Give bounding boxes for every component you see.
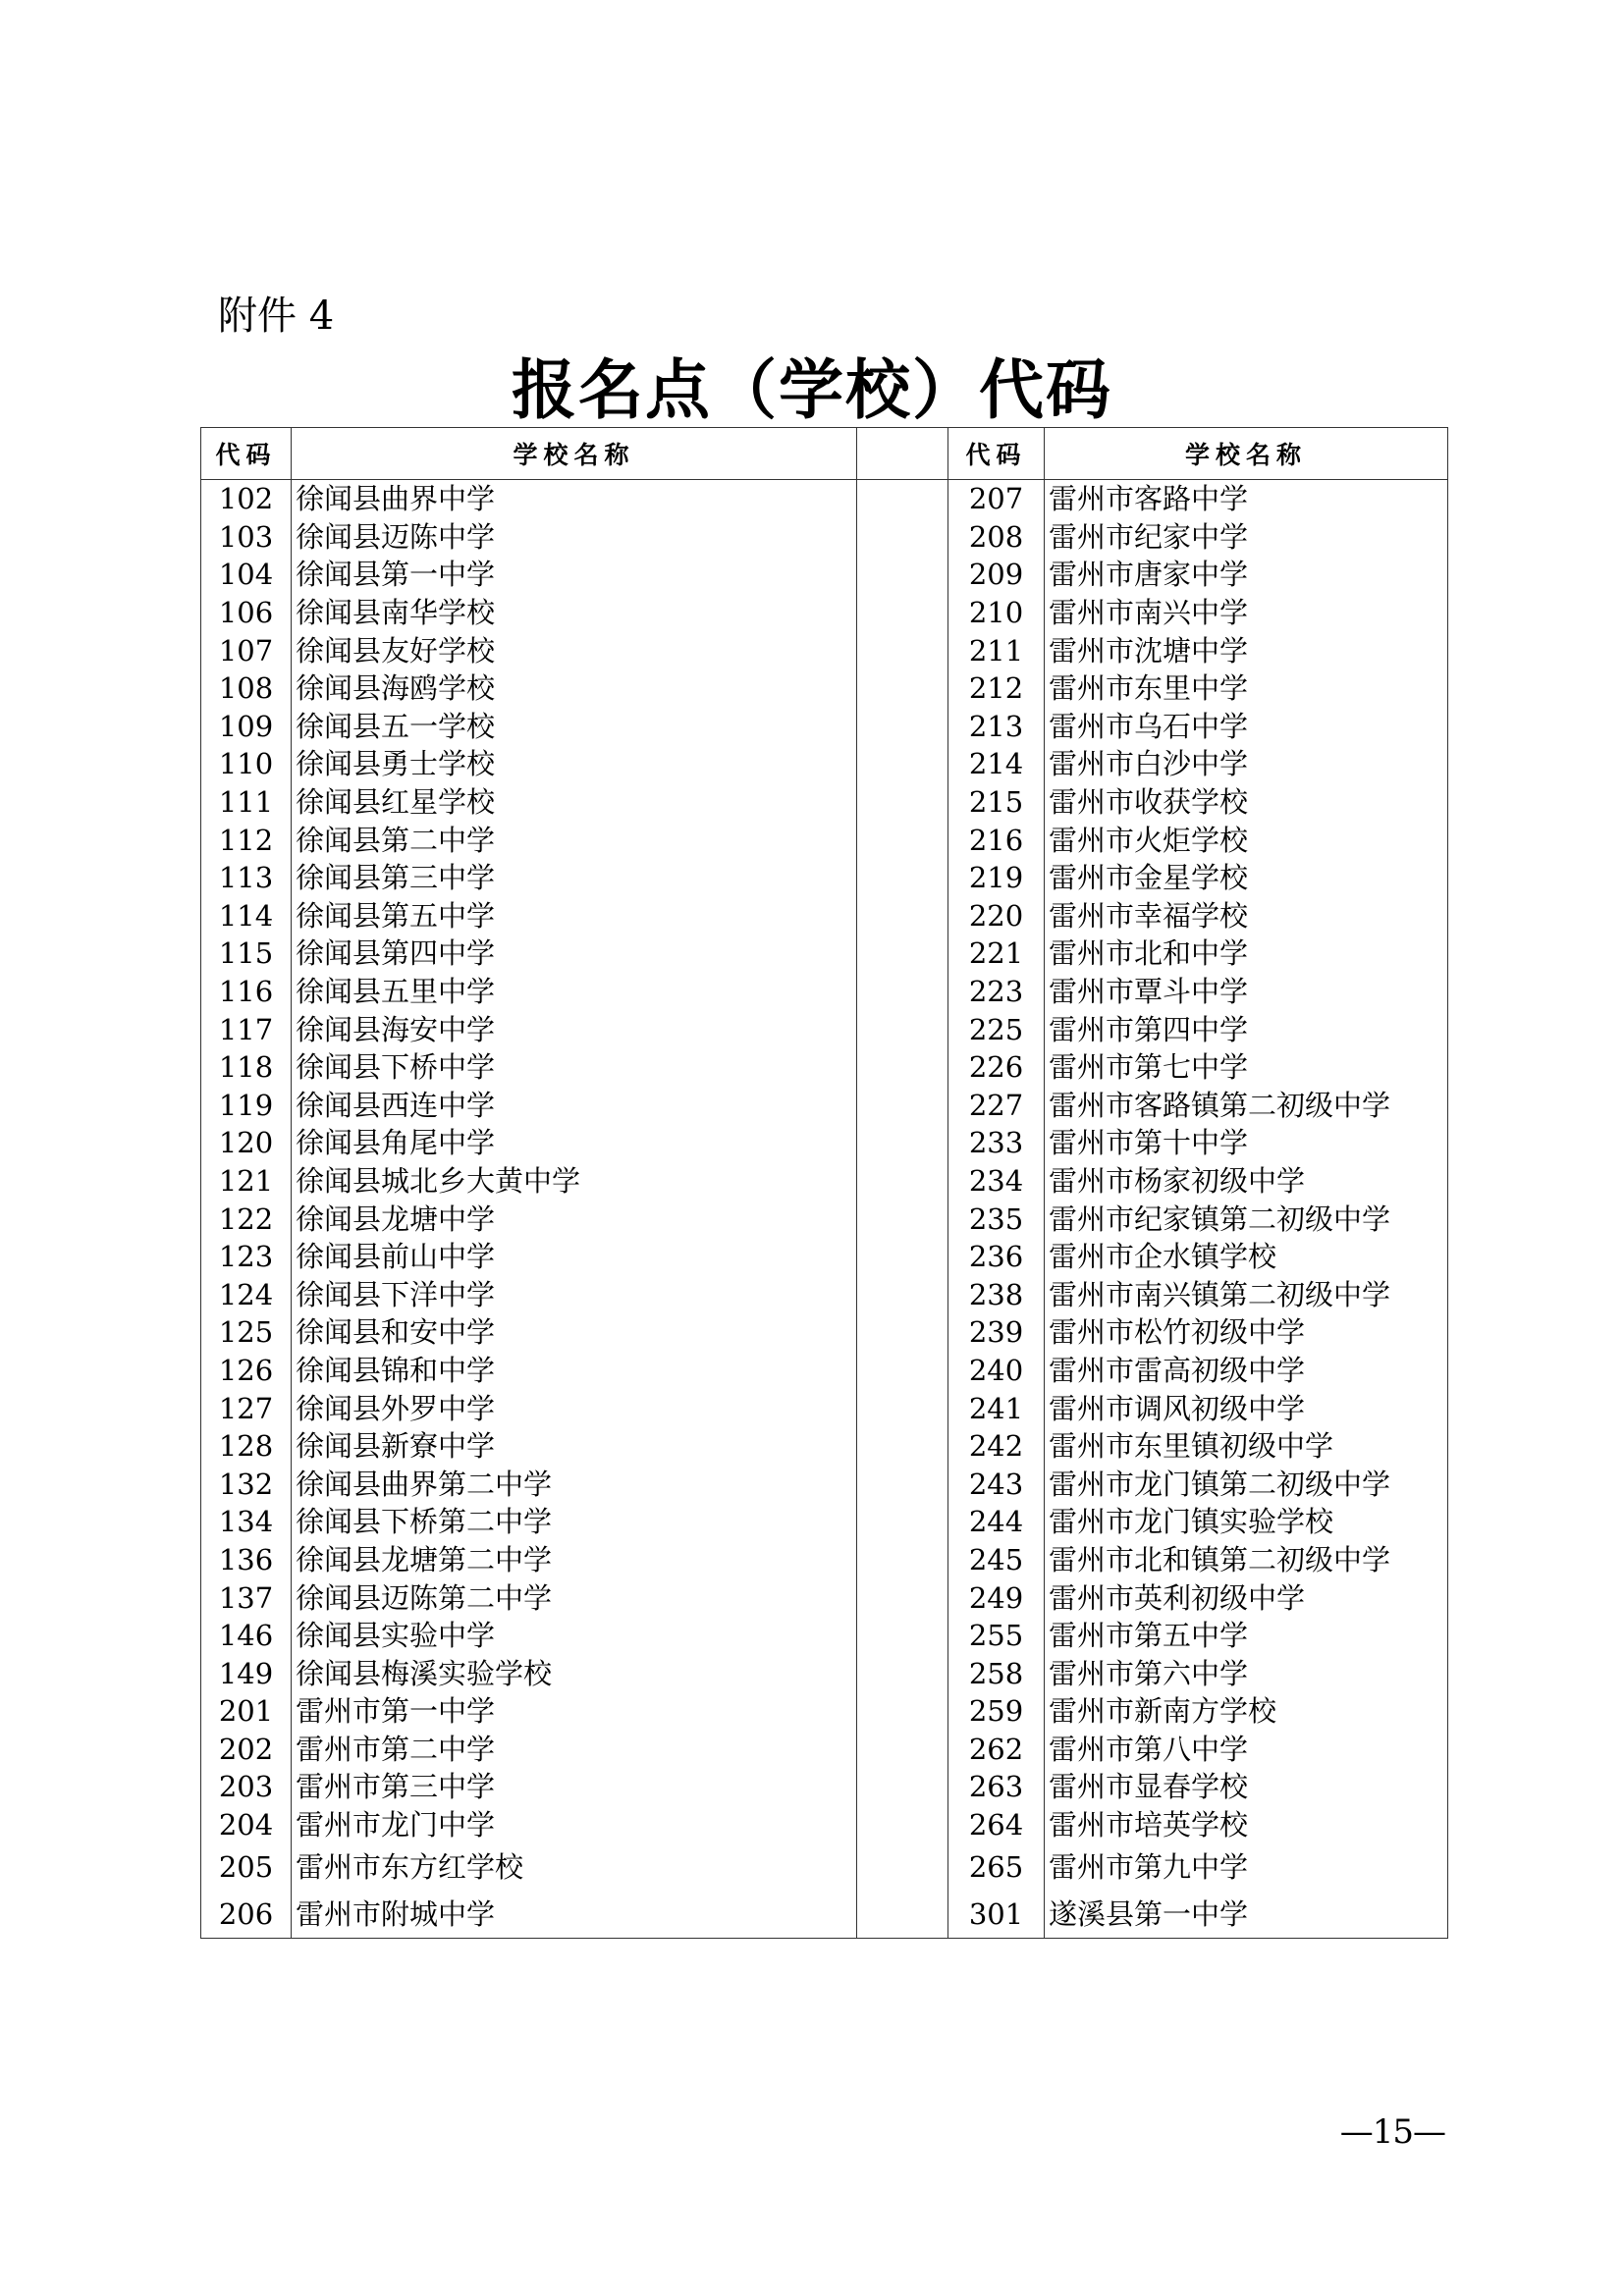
table-row — [201, 1124, 1448, 1162]
spacer-cell — [857, 708, 948, 746]
right-code-cell: 242 — [948, 1427, 1045, 1466]
right-name-cell: 雷州市第七中学 — [1045, 1048, 1448, 1087]
table-row — [201, 631, 1448, 669]
left-code-cell: 111 — [201, 783, 292, 822]
table-row — [201, 1654, 1448, 1692]
spacer-cell — [857, 1654, 948, 1692]
spacer-cell — [857, 934, 948, 973]
left-code-cell: 103 — [201, 518, 292, 557]
right-name-cell: 雷州市东里镇初级中学 — [1045, 1427, 1448, 1466]
table-row — [201, 821, 1448, 859]
column-header-name: 学校名称 — [292, 428, 857, 480]
spacer-cell — [857, 1162, 948, 1201]
right-code-cell: 208 — [948, 518, 1045, 557]
left-name-cell: 徐闻县下桥第二中学 — [292, 1503, 857, 1541]
left-code-cell: 108 — [201, 669, 292, 708]
left-name-cell: 徐闻县曲界中学 — [292, 480, 857, 518]
right-code-cell: 221 — [948, 934, 1045, 973]
right-code-cell: 238 — [948, 1275, 1045, 1313]
table-header-row — [201, 428, 1448, 480]
right-name-cell: 雷州市东里中学 — [1045, 669, 1448, 708]
left-code-cell: 104 — [201, 556, 292, 594]
table-row — [201, 934, 1448, 973]
right-code-cell: 239 — [948, 1313, 1045, 1352]
right-code-cell: 259 — [948, 1692, 1045, 1731]
right-code-cell: 212 — [948, 669, 1045, 708]
right-code-cell: 214 — [948, 745, 1045, 783]
left-code-cell: 128 — [201, 1427, 292, 1466]
left-code-cell: 134 — [201, 1503, 292, 1541]
table-row — [201, 518, 1448, 557]
right-code-cell: 227 — [948, 1087, 1045, 1125]
right-name-cell: 雷州市调风初级中学 — [1045, 1389, 1448, 1427]
table-row — [201, 1352, 1448, 1390]
left-code-cell: 106 — [201, 594, 292, 632]
table-row — [201, 1162, 1448, 1201]
right-code-cell: 223 — [948, 973, 1045, 1011]
left-name-cell: 徐闻县五里中学 — [292, 973, 857, 1011]
spacer-cell — [857, 1389, 948, 1427]
spacer-cell — [857, 594, 948, 632]
table-row — [201, 1200, 1448, 1238]
left-name-cell: 雷州市第二中学 — [292, 1731, 857, 1769]
left-name-cell: 徐闻县五一学校 — [292, 708, 857, 746]
table-row — [201, 708, 1448, 746]
table-row — [201, 859, 1448, 897]
spacer-cell — [857, 518, 948, 557]
left-name-cell: 徐闻县第四中学 — [292, 934, 857, 973]
table-row — [201, 1541, 1448, 1579]
left-code-cell: 109 — [201, 708, 292, 746]
right-name-cell: 雷州市客路镇第二初级中学 — [1045, 1087, 1448, 1125]
table-row — [201, 1578, 1448, 1617]
right-code-cell: 207 — [948, 480, 1045, 518]
spacer-cell — [857, 859, 948, 897]
right-name-cell: 雷州市新南方学校 — [1045, 1692, 1448, 1731]
left-code-cell: 115 — [201, 934, 292, 973]
right-name-cell: 雷州市第六中学 — [1045, 1654, 1448, 1692]
spacer-cell — [857, 1768, 948, 1806]
right-name-cell: 雷州市雷高初级中学 — [1045, 1352, 1448, 1390]
right-name-cell: 雷州市松竹初级中学 — [1045, 1313, 1448, 1352]
right-code-cell: 245 — [948, 1541, 1045, 1579]
right-code-cell: 226 — [948, 1048, 1045, 1087]
table-row — [201, 783, 1448, 822]
right-code-cell: 225 — [948, 1010, 1045, 1048]
right-code-cell: 210 — [948, 594, 1045, 632]
left-name-cell: 雷州市附城中学 — [292, 1891, 857, 1939]
left-name-cell: 徐闻县龙塘第二中学 — [292, 1541, 857, 1579]
left-code-cell: 107 — [201, 631, 292, 669]
table-row — [201, 1731, 1448, 1769]
left-name-cell: 徐闻县南华学校 — [292, 594, 857, 632]
right-code-cell: 240 — [948, 1352, 1045, 1390]
spacer-cell — [857, 897, 948, 935]
table-row — [201, 480, 1448, 518]
right-name-cell: 雷州市企水镇学校 — [1045, 1238, 1448, 1276]
table-row — [201, 1010, 1448, 1048]
table-row — [201, 1275, 1448, 1313]
left-name-cell: 徐闻县外罗中学 — [292, 1389, 857, 1427]
right-code-cell: 263 — [948, 1768, 1045, 1806]
table-row — [201, 1891, 1448, 1939]
right-name-cell: 雷州市北和中学 — [1045, 934, 1448, 973]
left-name-cell: 徐闻县龙塘中学 — [292, 1200, 857, 1238]
table-row — [201, 1238, 1448, 1276]
right-code-cell: 258 — [948, 1654, 1045, 1692]
table-row — [201, 745, 1448, 783]
table-row — [201, 1843, 1448, 1891]
left-name-cell: 徐闻县前山中学 — [292, 1238, 857, 1276]
right-name-cell: 雷州市第八中学 — [1045, 1731, 1448, 1769]
right-name-cell: 雷州市沈塘中学 — [1045, 631, 1448, 669]
table-row — [201, 556, 1448, 594]
spacer-cell — [857, 821, 948, 859]
spacer-cell — [857, 1010, 948, 1048]
spacer-cell — [857, 1352, 948, 1390]
right-name-cell: 雷州市第四中学 — [1045, 1010, 1448, 1048]
left-code-cell: 117 — [201, 1010, 292, 1048]
left-name-cell: 徐闻县迈陈中学 — [292, 518, 857, 557]
right-name-cell: 雷州市收获学校 — [1045, 783, 1448, 822]
left-code-cell: 137 — [201, 1578, 292, 1617]
table-row — [201, 973, 1448, 1011]
right-code-cell: 220 — [948, 897, 1045, 935]
table-row — [201, 1503, 1448, 1541]
spacer-cell — [857, 1541, 948, 1579]
left-name-cell: 徐闻县下桥中学 — [292, 1048, 857, 1087]
left-name-cell: 徐闻县新寮中学 — [292, 1427, 857, 1466]
right-code-cell: 249 — [948, 1578, 1045, 1617]
left-name-cell: 徐闻县海鸥学校 — [292, 669, 857, 708]
left-code-cell: 136 — [201, 1541, 292, 1579]
table-row — [201, 1427, 1448, 1466]
right-name-cell: 雷州市英利初级中学 — [1045, 1578, 1448, 1617]
spacer-cell — [857, 1891, 948, 1939]
spacer-cell — [857, 1465, 948, 1503]
right-code-cell: 234 — [948, 1162, 1045, 1201]
right-code-cell: 244 — [948, 1503, 1045, 1541]
left-code-cell: 205 — [201, 1843, 292, 1891]
spacer-cell — [857, 783, 948, 822]
left-code-cell: 127 — [201, 1389, 292, 1427]
right-name-cell: 雷州市第五中学 — [1045, 1617, 1448, 1655]
right-code-cell: 215 — [948, 783, 1045, 822]
right-name-cell: 雷州市北和镇第二初级中学 — [1045, 1541, 1448, 1579]
spacer-cell — [857, 480, 948, 518]
left-code-cell: 121 — [201, 1162, 292, 1201]
table-row — [201, 1465, 1448, 1503]
column-header-name: 学校名称 — [1045, 428, 1448, 480]
right-code-cell: 235 — [948, 1200, 1045, 1238]
right-code-cell: 236 — [948, 1238, 1045, 1276]
left-name-cell: 徐闻县第一中学 — [292, 556, 857, 594]
right-name-cell: 雷州市显春学校 — [1045, 1768, 1448, 1806]
left-code-cell: 202 — [201, 1731, 292, 1769]
table-row — [201, 1692, 1448, 1731]
spacer-cell — [857, 1087, 948, 1125]
table-row — [201, 1313, 1448, 1352]
left-code-cell: 203 — [201, 1768, 292, 1806]
right-name-cell: 雷州市龙门镇实验学校 — [1045, 1503, 1448, 1541]
table-row — [201, 669, 1448, 708]
left-name-cell: 徐闻县第三中学 — [292, 859, 857, 897]
right-name-cell: 雷州市第十中学 — [1045, 1124, 1448, 1162]
right-name-cell: 雷州市火炬学校 — [1045, 821, 1448, 859]
table-row — [201, 1806, 1448, 1844]
table-row — [201, 897, 1448, 935]
left-name-cell: 雷州市龙门中学 — [292, 1806, 857, 1844]
left-code-cell: 204 — [201, 1806, 292, 1844]
table-row — [201, 1617, 1448, 1655]
left-name-cell: 雷州市第一中学 — [292, 1692, 857, 1731]
right-code-cell: 233 — [948, 1124, 1045, 1162]
right-code-cell: 243 — [948, 1465, 1045, 1503]
left-code-cell: 102 — [201, 480, 292, 518]
right-code-cell: 241 — [948, 1389, 1045, 1427]
left-code-cell: 132 — [201, 1465, 292, 1503]
left-name-cell: 徐闻县西连中学 — [292, 1087, 857, 1125]
right-code-cell: 209 — [948, 556, 1045, 594]
left-code-cell: 118 — [201, 1048, 292, 1087]
spacer-cell — [857, 1200, 948, 1238]
left-code-cell: 201 — [201, 1692, 292, 1731]
left-code-cell: 146 — [201, 1617, 292, 1655]
spacer-cell — [857, 1275, 948, 1313]
spacer-cell — [857, 1048, 948, 1087]
left-code-cell: 124 — [201, 1275, 292, 1313]
right-name-cell: 雷州市纪家中学 — [1045, 518, 1448, 557]
spacer-cell — [857, 1806, 948, 1844]
right-code-cell: 255 — [948, 1617, 1045, 1655]
right-name-cell: 雷州市覃斗中学 — [1045, 973, 1448, 1011]
right-name-cell: 雷州市杨家初级中学 — [1045, 1162, 1448, 1201]
right-name-cell: 雷州市纪家镇第二初级中学 — [1045, 1200, 1448, 1238]
right-name-cell: 雷州市第九中学 — [1045, 1843, 1448, 1891]
left-name-cell: 雷州市东方红学校 — [292, 1843, 857, 1891]
table-row — [201, 1389, 1448, 1427]
right-name-cell: 雷州市客路中学 — [1045, 480, 1448, 518]
spacer-cell — [857, 1313, 948, 1352]
table-body — [201, 480, 1448, 1939]
table-row — [201, 594, 1448, 632]
document-title: 报名点（学校）代码 — [512, 351, 1112, 428]
column-spacer — [857, 428, 948, 480]
left-name-cell: 徐闻县勇士学校 — [292, 745, 857, 783]
right-code-cell: 216 — [948, 821, 1045, 859]
left-name-cell: 徐闻县实验中学 — [292, 1617, 857, 1655]
left-name-cell: 徐闻县锦和中学 — [292, 1352, 857, 1390]
spacer-cell — [857, 631, 948, 669]
left-name-cell: 徐闻县曲界第二中学 — [292, 1465, 857, 1503]
right-code-cell: 301 — [948, 1891, 1045, 1939]
spacer-cell — [857, 1503, 948, 1541]
table-row — [201, 1048, 1448, 1087]
right-name-cell: 雷州市南兴中学 — [1045, 594, 1448, 632]
right-code-cell: 264 — [948, 1806, 1045, 1844]
spacer-cell — [857, 669, 948, 708]
right-code-cell: 211 — [948, 631, 1045, 669]
left-code-cell: 110 — [201, 745, 292, 783]
left-code-cell: 120 — [201, 1124, 292, 1162]
left-name-cell: 雷州市第三中学 — [292, 1768, 857, 1806]
spacer-cell — [857, 745, 948, 783]
left-code-cell: 206 — [201, 1891, 292, 1939]
left-code-cell: 116 — [201, 973, 292, 1011]
left-name-cell: 徐闻县下洋中学 — [292, 1275, 857, 1313]
spacer-cell — [857, 1124, 948, 1162]
spacer-cell — [857, 1427, 948, 1466]
school-code-table — [200, 427, 1448, 1939]
left-code-cell: 149 — [201, 1654, 292, 1692]
spacer-cell — [857, 556, 948, 594]
spacer-cell — [857, 1731, 948, 1769]
spacer-cell — [857, 1617, 948, 1655]
attachment-label: 附件 4 — [218, 294, 335, 339]
left-name-cell: 徐闻县迈陈第二中学 — [292, 1578, 857, 1617]
spacer-cell — [857, 1578, 948, 1617]
left-name-cell: 徐闻县红星学校 — [292, 783, 857, 822]
spacer-cell — [857, 1238, 948, 1276]
right-code-cell: 265 — [948, 1843, 1045, 1891]
right-code-cell: 219 — [948, 859, 1045, 897]
right-name-cell: 雷州市金星学校 — [1045, 859, 1448, 897]
left-name-cell: 徐闻县第二中学 — [292, 821, 857, 859]
left-name-cell: 徐闻县和安中学 — [292, 1313, 857, 1352]
column-header-code: 代码 — [948, 428, 1045, 480]
left-code-cell: 119 — [201, 1087, 292, 1125]
left-code-cell: 113 — [201, 859, 292, 897]
left-name-cell: 徐闻县友好学校 — [292, 631, 857, 669]
right-code-cell: 213 — [948, 708, 1045, 746]
left-code-cell: 122 — [201, 1200, 292, 1238]
right-name-cell: 遂溪县第一中学 — [1045, 1891, 1448, 1939]
spacer-cell — [857, 1843, 948, 1891]
table-row — [201, 1087, 1448, 1125]
left-name-cell: 徐闻县梅溪实验学校 — [292, 1654, 857, 1692]
left-code-cell: 126 — [201, 1352, 292, 1390]
right-name-cell: 雷州市龙门镇第二初级中学 — [1045, 1465, 1448, 1503]
right-name-cell: 雷州市南兴镇第二初级中学 — [1045, 1275, 1448, 1313]
left-code-cell: 114 — [201, 897, 292, 935]
spacer-cell — [857, 973, 948, 1011]
left-name-cell: 徐闻县海安中学 — [292, 1010, 857, 1048]
right-code-cell: 262 — [948, 1731, 1045, 1769]
spacer-cell — [857, 1692, 948, 1731]
left-code-cell: 112 — [201, 821, 292, 859]
right-name-cell: 雷州市唐家中学 — [1045, 556, 1448, 594]
left-name-cell: 徐闻县城北乡大黄中学 — [292, 1162, 857, 1201]
right-name-cell: 雷州市乌石中学 — [1045, 708, 1448, 746]
column-header-code: 代码 — [201, 428, 292, 480]
right-name-cell: 雷州市幸福学校 — [1045, 897, 1448, 935]
table-row — [201, 1768, 1448, 1806]
left-name-cell: 徐闻县第五中学 — [292, 897, 857, 935]
left-code-cell: 123 — [201, 1238, 292, 1276]
page-number: —15— — [1339, 2112, 1445, 2152]
left-code-cell: 125 — [201, 1313, 292, 1352]
left-name-cell: 徐闻县角尾中学 — [292, 1124, 857, 1162]
right-name-cell: 雷州市培英学校 — [1045, 1806, 1448, 1844]
right-name-cell: 雷州市白沙中学 — [1045, 745, 1448, 783]
